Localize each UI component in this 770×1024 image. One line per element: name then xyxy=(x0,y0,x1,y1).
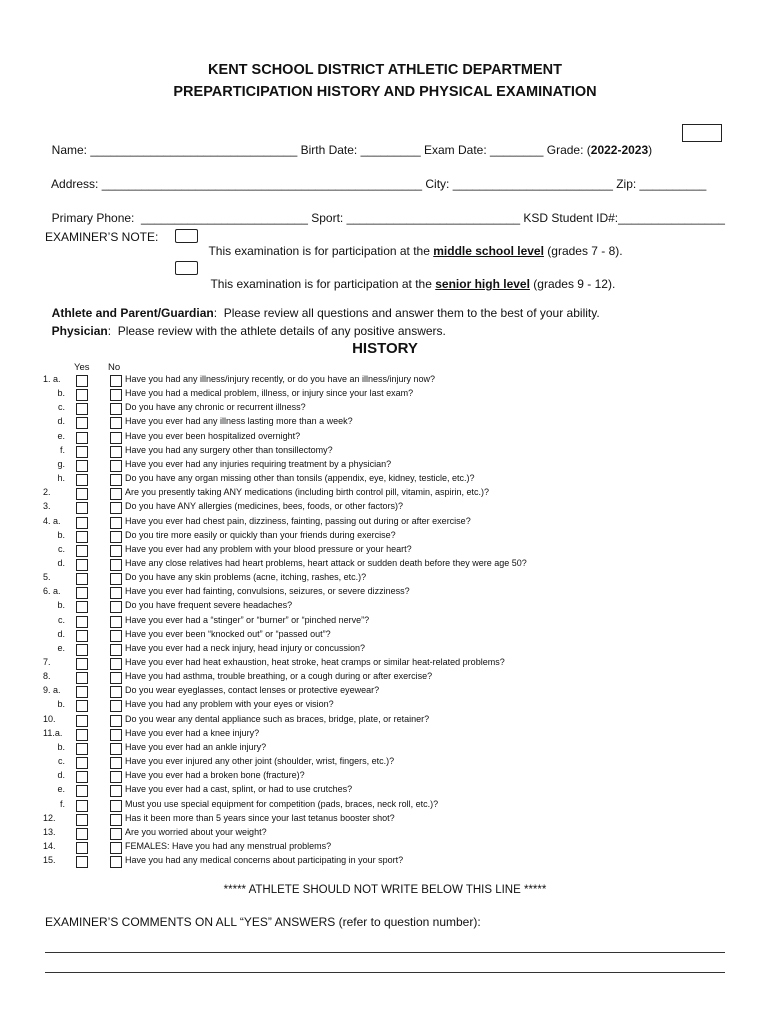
yes-checkbox[interactable] xyxy=(76,432,88,444)
name-row[interactable] xyxy=(45,129,652,157)
yes-checkbox[interactable] xyxy=(76,446,88,458)
yes-checkbox[interactable] xyxy=(76,672,88,684)
no-checkbox[interactable] xyxy=(110,488,122,500)
question-number: f. xyxy=(59,444,65,455)
history-heading: HISTORY xyxy=(352,340,418,357)
history-question-row xyxy=(0,827,770,841)
yes-checkbox[interactable] xyxy=(76,559,88,571)
no-checkbox[interactable] xyxy=(110,630,122,642)
question-text: Are you worried about your weight? xyxy=(125,826,267,837)
no-checkbox[interactable] xyxy=(110,502,122,514)
history-question-row xyxy=(0,558,770,572)
question-number: h. xyxy=(57,473,65,484)
no-checkbox[interactable] xyxy=(110,672,122,684)
physician-label: Physician xyxy=(51,324,108,338)
question-text: FEMALES: Have you had any menstrual problems? xyxy=(125,840,332,851)
question-text: Have you ever had chest pain, dizziness, fainting, passing out during or after exercise? xyxy=(125,515,471,526)
history-question-row xyxy=(0,784,770,798)
question-number: 4. a. xyxy=(43,515,61,526)
question-number: c. xyxy=(57,756,65,767)
question-text: Have you had a medical problem, illness, or injury since your last exam? xyxy=(125,388,414,399)
question-text: Have you had any problem with your eyes or vision? xyxy=(125,699,334,710)
history-question-row xyxy=(0,615,770,629)
no-checkbox[interactable] xyxy=(110,729,122,741)
question-text: Must you use special equipment for competition (pads, braces, neck roll, etc.)? xyxy=(125,798,439,809)
question-number: b. xyxy=(57,741,65,752)
history-question-row xyxy=(0,699,770,713)
question-number: 2. xyxy=(43,487,51,498)
no-checkbox[interactable] xyxy=(110,842,122,854)
address-row[interactable] xyxy=(45,163,706,191)
history-question-row xyxy=(0,487,770,501)
question-number: b. xyxy=(57,529,65,540)
yes-checkbox[interactable] xyxy=(76,502,88,514)
yes-checkbox[interactable] xyxy=(76,729,88,741)
question-number: d. xyxy=(57,416,65,427)
question-text: Do you have ANY allergies (medicines, bees, foods, or other factors)? xyxy=(125,501,403,512)
question-text: Do you have any organ missing other than tonsils (appendix, eye, kidney, testicle, etc.)? xyxy=(125,473,475,484)
history-question-row xyxy=(0,544,770,558)
question-text: Have any close relatives had heart problems, heart attack or sudden death before they were age 50? xyxy=(125,557,527,568)
middle-level: middle school level xyxy=(433,244,544,258)
no-column-header: No xyxy=(108,362,121,373)
history-question-row xyxy=(0,459,770,473)
history-question-row xyxy=(0,501,770,515)
yes-checkbox[interactable] xyxy=(76,658,88,670)
question-number: b. xyxy=(57,699,65,710)
yes-checkbox[interactable] xyxy=(76,545,88,557)
question-text: Have you ever been “knocked out” or “passed out”? xyxy=(125,628,331,639)
no-checkbox[interactable] xyxy=(110,658,122,670)
form-title: KENT SCHOOL DISTRICT ATHLETIC DEPARTMENT xyxy=(208,62,562,78)
athlete-label: Athlete and Parent/Guardian xyxy=(51,306,214,320)
no-checkbox[interactable] xyxy=(110,559,122,571)
question-number: f. xyxy=(59,798,65,809)
history-question-row xyxy=(0,714,770,728)
question-number: 7. xyxy=(43,657,51,667)
yes-checkbox[interactable] xyxy=(76,785,88,797)
no-checkbox[interactable] xyxy=(110,573,122,585)
question-number: 11.a. xyxy=(43,727,63,738)
question-number: 9. a. xyxy=(43,685,61,696)
history-question-row xyxy=(0,728,770,742)
history-question-row xyxy=(0,586,770,600)
history-question-row xyxy=(0,530,770,544)
history-question-row xyxy=(0,629,770,643)
history-question-row xyxy=(0,813,770,827)
question-text: Do you have any chronic or recurrent illness? xyxy=(125,402,306,413)
yes-checkbox[interactable] xyxy=(76,573,88,585)
senior-level: senior high level xyxy=(435,277,530,291)
yes-checkbox[interactable] xyxy=(76,700,88,712)
physician-text: : Please review with the athlete details of any positive answers. xyxy=(107,324,446,338)
examiner-note-label: EXAMINER’S NOTE: xyxy=(45,230,159,244)
yes-checkbox[interactable] xyxy=(76,517,88,529)
question-number: e. xyxy=(57,430,65,441)
no-checkbox[interactable] xyxy=(110,616,122,628)
question-text: Have you had any illness/injury recently, or do you have an illness/injury now? xyxy=(125,374,435,384)
question-number: c. xyxy=(57,614,65,625)
question-text: Have you had any surgery other than tonsillectomy? xyxy=(125,444,333,455)
no-checkbox[interactable] xyxy=(110,531,122,543)
question-text: Have you had any medical concerns about participating in your sport? xyxy=(125,855,404,866)
middle-school-option xyxy=(202,230,623,258)
grade-box[interactable] xyxy=(682,124,722,142)
no-checkbox[interactable] xyxy=(110,700,122,712)
question-number: d. xyxy=(57,770,65,781)
history-question-row xyxy=(0,770,770,784)
history-question-row xyxy=(0,841,770,855)
senior-high-option xyxy=(204,263,615,291)
question-number: b. xyxy=(57,388,65,399)
question-text: Have you ever had an ankle injury? xyxy=(125,741,267,752)
history-question-row xyxy=(0,643,770,657)
physician-instruction xyxy=(45,310,446,338)
question-text: Do you wear any dental appliance such as braces, bridge, plate, or retainer? xyxy=(125,713,430,724)
question-number: e. xyxy=(57,642,65,653)
question-number: 15. xyxy=(43,855,56,866)
question-number: b. xyxy=(57,600,65,611)
question-number: c. xyxy=(57,402,65,413)
no-checkbox[interactable] xyxy=(110,403,122,415)
yes-checkbox[interactable] xyxy=(76,403,88,415)
yes-checkbox[interactable] xyxy=(76,417,88,429)
question-text: Do you have frequent severe headaches? xyxy=(125,600,293,611)
no-checkbox[interactable] xyxy=(110,517,122,529)
question-text: Have you ever been hospitalized overnight? xyxy=(125,430,301,441)
history-question-row xyxy=(0,657,770,671)
yes-checkbox[interactable] xyxy=(76,375,88,387)
no-checkbox[interactable] xyxy=(110,417,122,429)
no-checkbox[interactable] xyxy=(110,460,122,472)
history-question-row xyxy=(0,756,770,770)
yes-checkbox[interactable] xyxy=(76,842,88,854)
question-number: e. xyxy=(57,784,65,795)
senior-suffix: (grades 9 - 12). xyxy=(529,277,616,291)
examiner-comments-label: EXAMINER’S COMMENTS ON ALL “YES” ANSWERS (refer to question number): xyxy=(45,915,481,929)
no-checkbox[interactable] xyxy=(110,389,122,401)
yes-checkbox[interactable] xyxy=(76,757,88,769)
question-number: 10. xyxy=(43,713,56,724)
question-number: 12. xyxy=(43,812,56,823)
yes-checkbox[interactable] xyxy=(76,800,88,812)
yes-checkbox[interactable] xyxy=(76,474,88,486)
history-question-row xyxy=(0,473,770,487)
yes-checkbox[interactable] xyxy=(76,601,88,613)
history-question-row xyxy=(0,799,770,813)
history-question-row xyxy=(0,516,770,530)
question-number: d. xyxy=(57,628,65,639)
question-number: 1. a. xyxy=(43,374,61,384)
yes-column-header: Yes xyxy=(74,362,90,373)
comment-line-1[interactable] xyxy=(45,952,725,953)
no-checkbox[interactable] xyxy=(110,828,122,840)
no-checkbox[interactable] xyxy=(110,785,122,797)
question-text: Do you wear eyeglasses, contact lenses or protective eyewear? xyxy=(125,685,380,696)
no-checkbox[interactable] xyxy=(110,545,122,557)
yes-checkbox[interactable] xyxy=(76,644,88,656)
no-checkbox[interactable] xyxy=(110,375,122,387)
phone-row-text: Primary Phone: _________________________ Sport: __________________________ KSD Student ID#: xyxy=(51,211,619,225)
question-number: 13. xyxy=(43,826,56,837)
form-subtitle: PREPARTICIPATION HISTORY AND PHYSICAL EXAMINATION xyxy=(173,84,597,100)
question-text: Have you ever had a “stinger” or “burner” or “pinched nerve”? xyxy=(125,614,370,625)
question-text: Have you ever had any illness lasting more than a week? xyxy=(125,416,353,427)
history-question-row xyxy=(0,374,770,388)
no-checkbox[interactable] xyxy=(110,474,122,486)
no-checkbox[interactable] xyxy=(110,715,122,727)
no-checkbox[interactable] xyxy=(110,587,122,599)
history-question-row xyxy=(0,742,770,756)
address-row-text: Address: ________________________________________________ City: ________________________ Zip: __________ xyxy=(51,177,707,191)
history-question-row xyxy=(0,600,770,614)
no-checkbox[interactable] xyxy=(110,800,122,812)
question-text: Are you presently taking ANY medications (including birth control pill, vitamin, aspirin, etc.)? xyxy=(125,487,490,498)
question-text: Have you ever had a broken bone (fracture)? xyxy=(125,770,305,781)
no-checkbox[interactable] xyxy=(110,644,122,656)
question-number: 3. xyxy=(43,501,51,512)
history-question-row xyxy=(0,445,770,459)
student-id-blank: ________________ xyxy=(618,211,725,225)
no-checkbox[interactable] xyxy=(110,446,122,458)
yes-checkbox[interactable] xyxy=(76,460,88,472)
question-text: Have you ever had any problem with your blood pressure or your heart? xyxy=(125,543,412,554)
yes-checkbox[interactable] xyxy=(76,743,88,755)
grade-years: 2022-2023 xyxy=(590,143,649,157)
yes-checkbox[interactable] xyxy=(76,587,88,599)
no-checkbox[interactable] xyxy=(110,686,122,698)
question-text: Have you ever injured any other joint (shoulder, wrist, fingers, etc.)? xyxy=(125,756,395,767)
senior-prefix: This examination is for participation at the xyxy=(210,277,436,291)
question-text: Have you ever had heat exhaustion, heat stroke, heat cramps or similar heat-related problems? xyxy=(125,657,505,667)
question-text: Have you had asthma, trouble breathing, or a cough during or after exercise? xyxy=(125,671,433,682)
question-number: 8. xyxy=(43,671,51,682)
question-text: Have you ever had a knee injury? xyxy=(125,727,260,738)
yes-checkbox[interactable] xyxy=(76,531,88,543)
middle-prefix: This examination is for participation at the xyxy=(208,244,434,258)
yes-checkbox[interactable] xyxy=(76,616,88,628)
no-checkbox[interactable] xyxy=(110,743,122,755)
question-text: Have you ever had any injuries requiring treatment by a physician? xyxy=(125,458,392,469)
athlete-text: : Please review all questions and answer them to the best of your ability. xyxy=(213,306,600,320)
history-question-row xyxy=(0,431,770,445)
question-number: 6. a. xyxy=(43,586,61,597)
history-question-row xyxy=(0,416,770,430)
question-number: d. xyxy=(57,557,65,568)
history-question-row xyxy=(0,855,770,869)
athlete-stop-line: ***** ATHLETE SHOULD NOT WRITE BELOW THIS LINE ***** xyxy=(223,884,547,896)
yes-checkbox[interactable] xyxy=(76,630,88,642)
history-question-row xyxy=(0,685,770,699)
history-question-row xyxy=(0,402,770,416)
middle-suffix: (grades 7 - 8). xyxy=(543,244,623,258)
senior-high-checkbox[interactable] xyxy=(175,261,198,275)
question-text: Do you tire more easily or quickly than your friends during exercise? xyxy=(125,529,396,540)
yes-checkbox[interactable] xyxy=(76,686,88,698)
middle-school-checkbox[interactable] xyxy=(175,229,198,243)
history-question-row xyxy=(0,671,770,685)
history-question-row xyxy=(0,388,770,402)
yes-checkbox[interactable] xyxy=(76,828,88,840)
phone-row[interactable] xyxy=(45,197,725,225)
no-checkbox[interactable] xyxy=(110,856,122,868)
no-checkbox[interactable] xyxy=(110,601,122,613)
no-checkbox[interactable] xyxy=(110,432,122,444)
question-text: Have you ever had a neck injury, head injury or concussion? xyxy=(125,642,365,653)
yes-checkbox[interactable] xyxy=(76,389,88,401)
yes-checkbox[interactable] xyxy=(76,814,88,826)
name-row-text: Name: _______________________________ Birth Date: _________ Exam Date: ________ Grade: ( xyxy=(51,143,591,157)
grade-close: ) xyxy=(648,143,653,157)
yes-checkbox[interactable] xyxy=(76,715,88,727)
question-number: c. xyxy=(57,543,65,554)
question-text: Has it been more than 5 years since your last tetanus booster shot? xyxy=(125,812,395,823)
no-checkbox[interactable] xyxy=(110,771,122,783)
comment-line-2[interactable] xyxy=(45,972,725,973)
question-text: Have you ever had a cast, splint, or had to use crutches? xyxy=(125,784,353,795)
question-number: 5. xyxy=(43,572,51,583)
yes-checkbox[interactable] xyxy=(76,856,88,868)
no-checkbox[interactable] xyxy=(110,757,122,769)
no-checkbox[interactable] xyxy=(110,814,122,826)
question-number: g. xyxy=(57,458,65,469)
question-text: Do you have any skin problems (acne, itching, rashes, etc.)? xyxy=(125,572,367,583)
question-number: 14. xyxy=(43,840,56,851)
question-text: Have you ever had fainting, convulsions, seizures, or severe dizziness? xyxy=(125,586,410,597)
yes-checkbox[interactable] xyxy=(76,488,88,500)
history-question-row xyxy=(0,572,770,586)
yes-checkbox[interactable] xyxy=(76,771,88,783)
